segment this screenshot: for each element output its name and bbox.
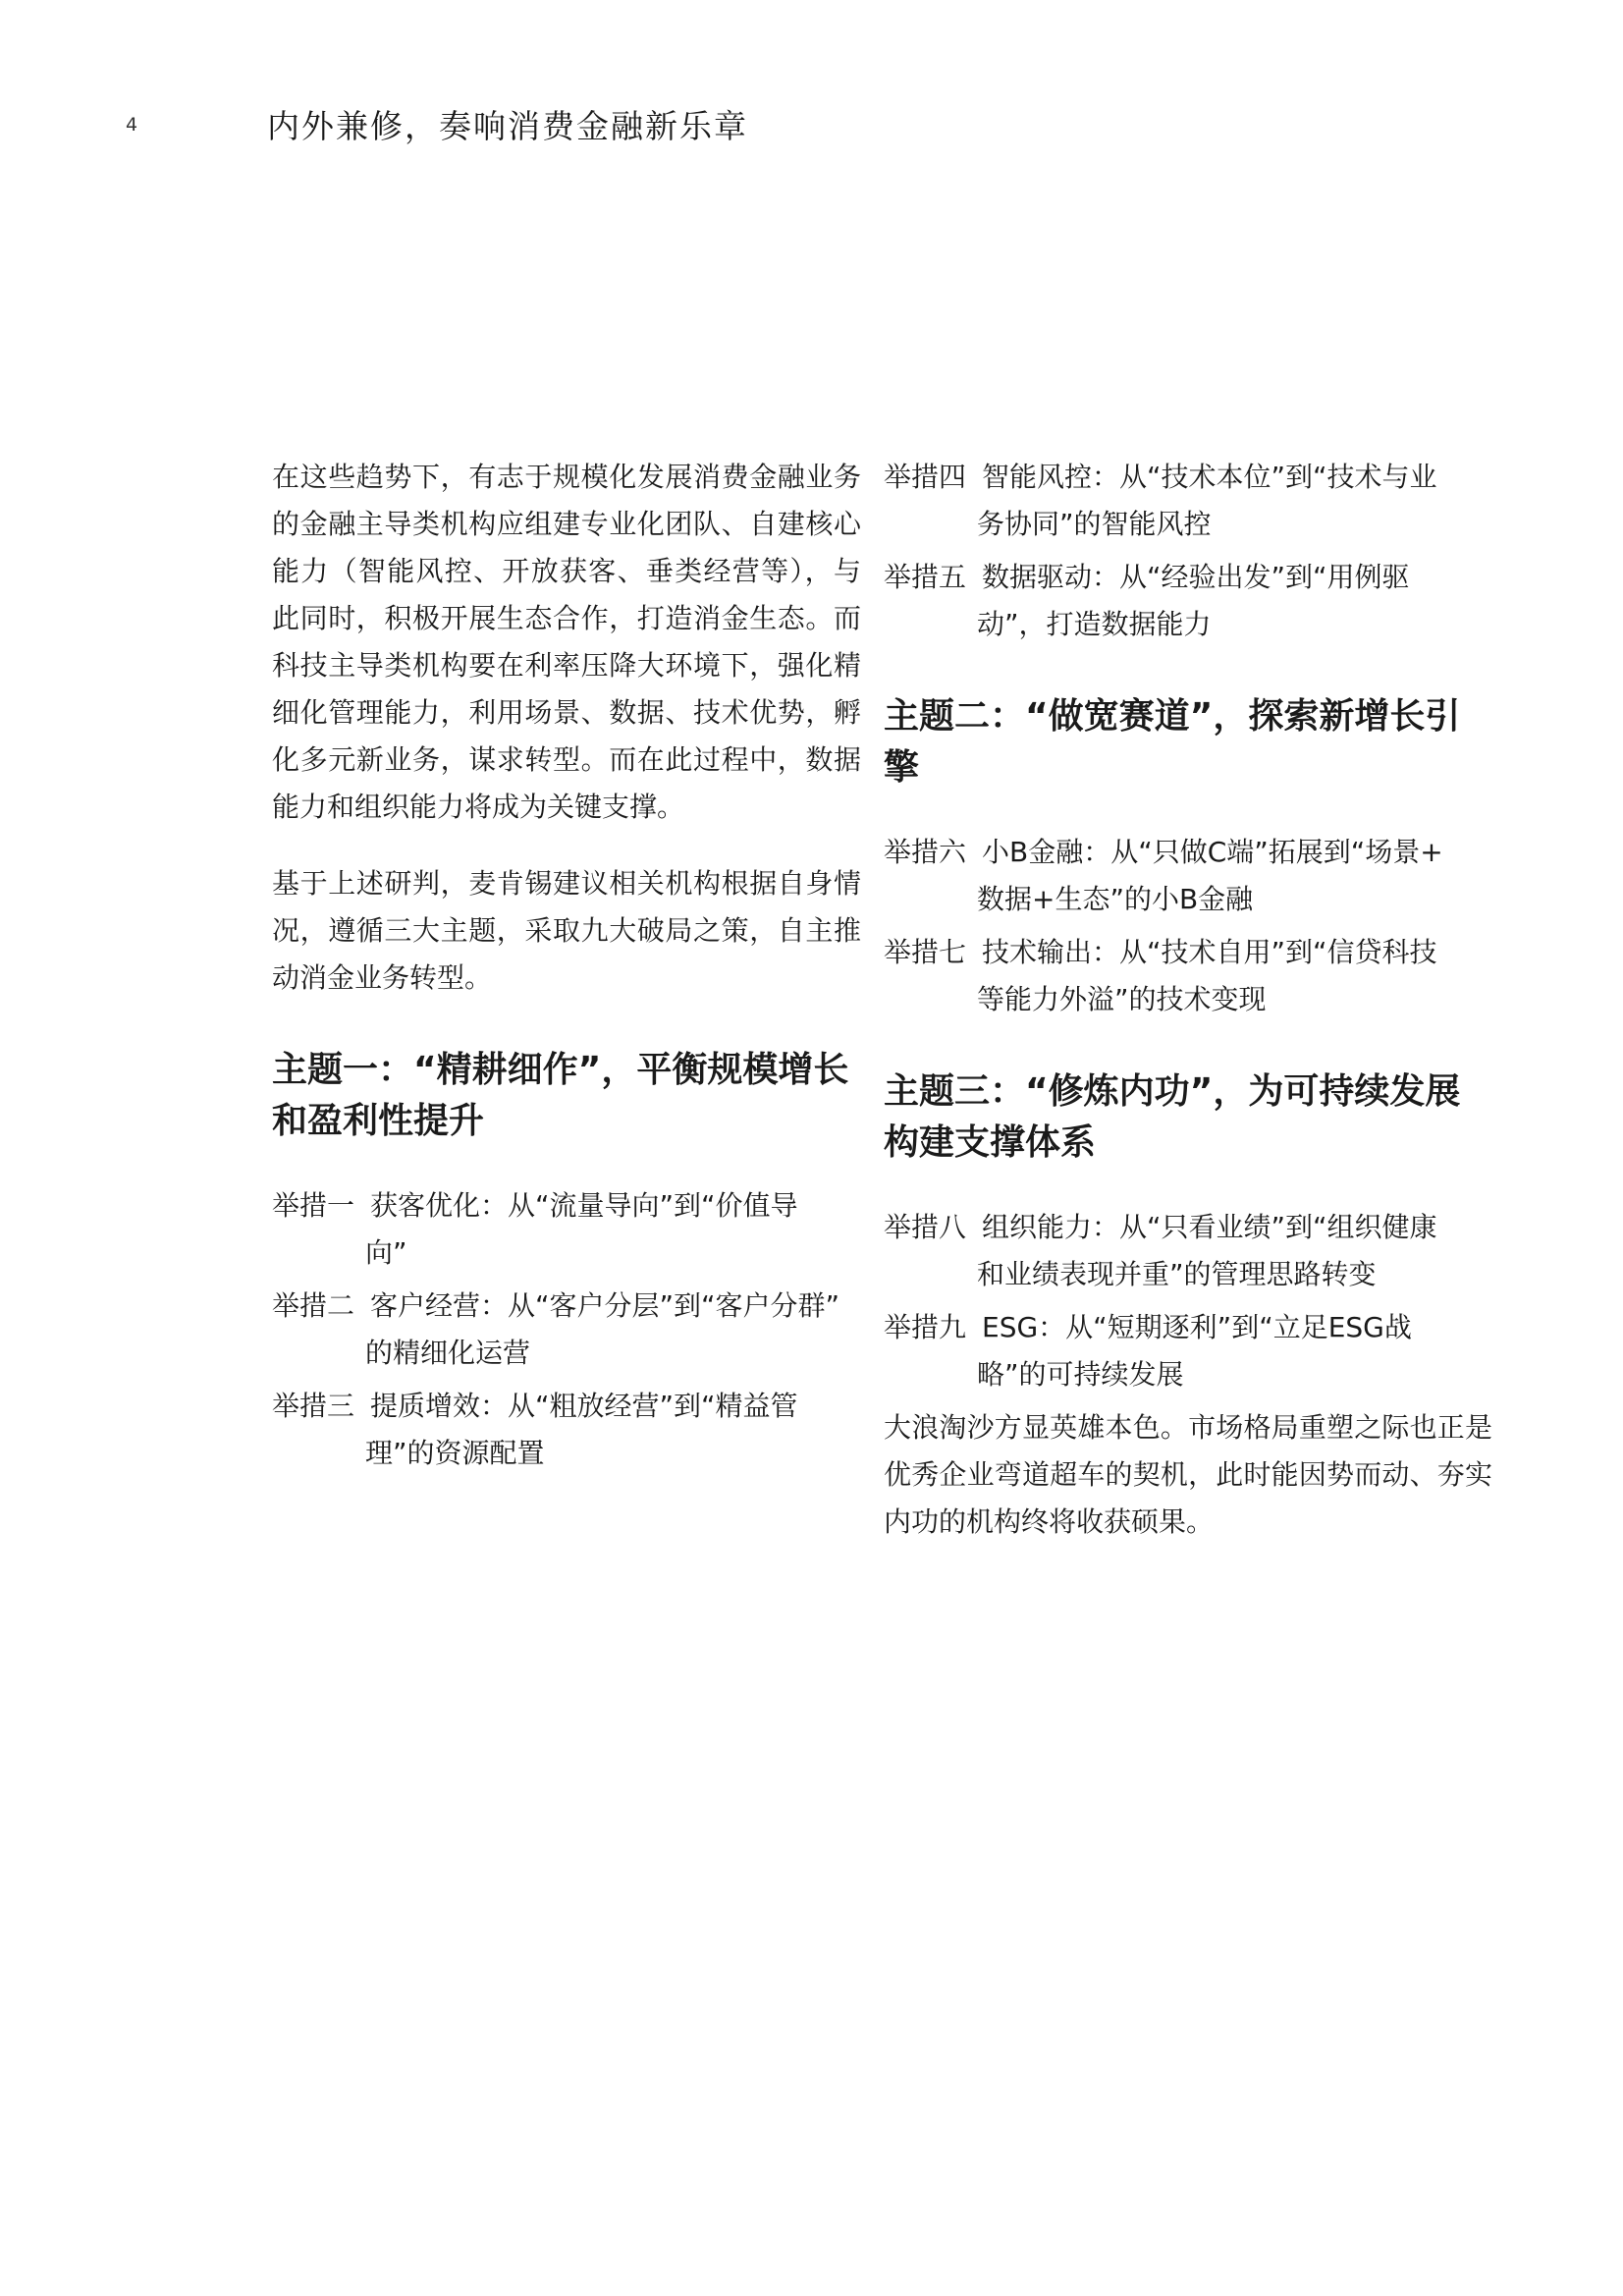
closing-paragraph: 大浪淘沙方显英雄本色。市场格局重塑之际也正是优秀企业弯道超车的契机，此时能因势而动、夯实内功的机构终将收获硕果。 (884, 1411, 1492, 1538)
measure-label: 举措六 (884, 836, 967, 868)
measure-text: 组织能力：从“只看业绩”到“组织健康 (982, 1211, 1437, 1243)
measure-label: 举措三 (272, 1390, 355, 1422)
measure-text: ESG：从“短期逐利”到“立足ESG战 (982, 1311, 1412, 1343)
measure-item (272, 1383, 861, 1477)
measure-item (884, 929, 1492, 1023)
left-column (272, 454, 861, 1483)
measure-continuation: 的精细化运营 (365, 1337, 531, 1369)
measure-text: 小B金融：从“只做C端”拓展到“场景+ (982, 836, 1443, 868)
measure-continuation: 数据+生态”的小B金融 (977, 883, 1254, 915)
measure-label: 举措七 (884, 936, 967, 968)
right-column (884, 454, 1492, 1575)
measure-continuation: 略”的可持续发展 (977, 1358, 1184, 1391)
measure-label: 举措九 (884, 1311, 967, 1343)
measure-text: 智能风控：从“技术本位”到“技术与业 (982, 461, 1437, 493)
running-title: 内外兼修，奏响消费金融新乐章 (267, 107, 748, 145)
measure-text: 技术输出：从“技术自用”到“信贷科技 (982, 936, 1437, 968)
measure-label: 举措五 (884, 561, 967, 593)
theme-two-measures (884, 829, 1492, 1023)
measure-label: 举措二 (272, 1289, 355, 1322)
measure-item (884, 829, 1492, 923)
measure-item (884, 1204, 1492, 1298)
measure-continuation: 向” (365, 1236, 407, 1269)
measure-label: 举措一 (272, 1189, 355, 1222)
measure-item (272, 1182, 861, 1277)
theme-one-measures (272, 1182, 861, 1477)
measure-continuation: 务协同”的智能风控 (977, 508, 1212, 540)
measure-item (272, 1283, 861, 1377)
theme-two-heading: 主题二：“做宽赛道”，探索新增长引擎 (884, 696, 1461, 788)
theme-one-measures-continued (884, 454, 1492, 648)
intro-paragraph: 在这些趋势下，有志于规模化发展消费金融业务的金融主导类机构应组建专业化团队、自建核心能力（智能风控、开放获客、垂类经营等），与此同时，积极开展生态合作，打造消金生态。而科技主导类机构要在利率压降大环境下，强化精细化管理能力，利用场景、数据、技术优势，孵化多元新业务，谋求转型。而在此过程中，数据能力和组织能力将成为关键支撑。 (272, 461, 861, 823)
page-number: 4 (126, 114, 138, 136)
measure-label: 举措四 (884, 461, 967, 493)
measure-item (884, 1304, 1492, 1398)
measure-text: 数据驱动：从“经验出发”到“用例驱 (982, 561, 1410, 593)
measure-text: 客户经营：从“客户分层”到“客户分群” (370, 1289, 840, 1322)
measure-label: 举措八 (884, 1211, 967, 1243)
theme-three-heading: 主题三：“修炼内功”，为可持续发展构建支撑体系 (884, 1071, 1461, 1163)
theme-three-measures (884, 1204, 1492, 1398)
measure-text: 获客优化：从“流量导向”到“价值导 (370, 1189, 798, 1222)
measure-continuation: 动”，打造数据能力 (977, 608, 1212, 640)
theme-one-heading: 主题一：“精耕细作”，平衡规模增长和盈利性提升 (272, 1050, 849, 1141)
measure-item (884, 554, 1492, 648)
measure-text: 提质增效：从“粗放经营”到“精益管 (370, 1390, 798, 1422)
recommendation-paragraph: 基于上述研判，麦肯锡建议相关机构根据自身情况，遵循三大主题，采取九大破局之策，自主推动消金业务转型。 (272, 867, 861, 994)
measure-continuation: 等能力外溢”的技术变现 (977, 983, 1267, 1015)
measure-continuation: 理”的资源配置 (365, 1437, 545, 1469)
measure-continuation: 和业绩表现并重”的管理思路转变 (977, 1258, 1377, 1290)
measure-item (884, 454, 1492, 548)
